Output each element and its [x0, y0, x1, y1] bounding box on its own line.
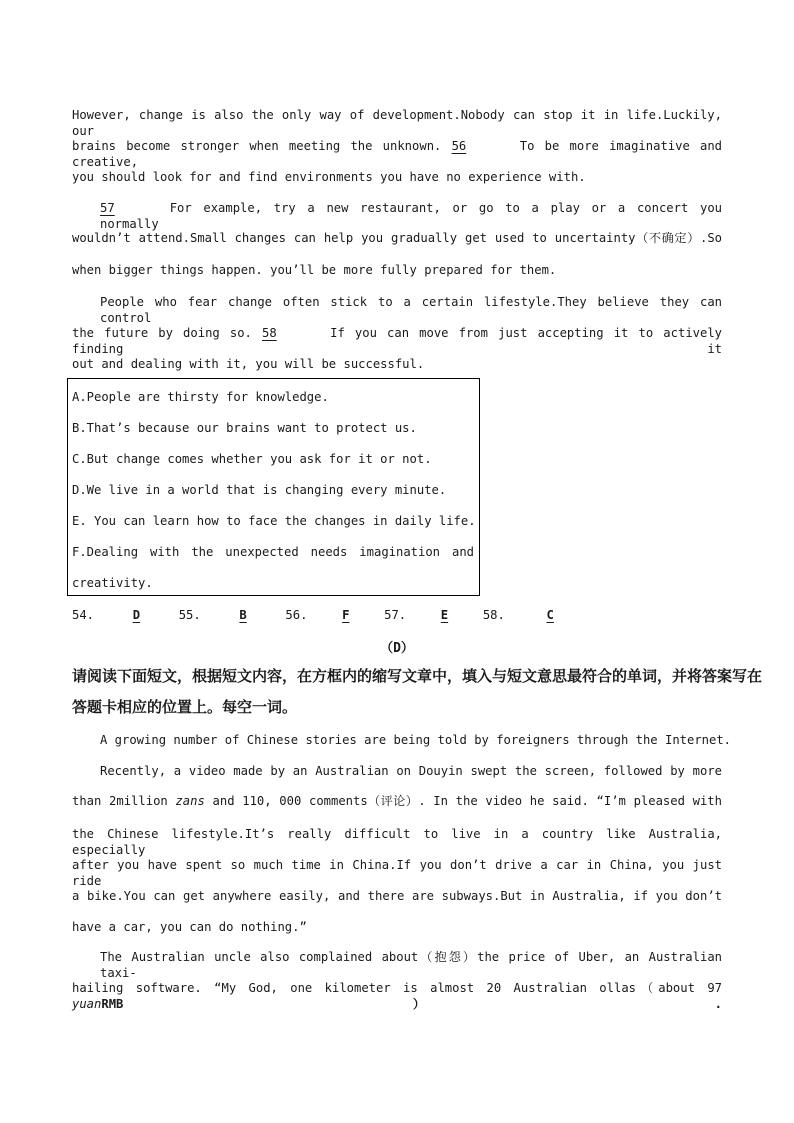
- passage-line: wouldn’t attend.Small changes can help you gradually get used to uncertainty（不确定）.So: [72, 231, 722, 245]
- passage-line: The Australian uncle also complained about（抱怨）the price of Uber, an Australian taxi-: [100, 950, 722, 980]
- question-number: 56.: [285, 608, 308, 622]
- passage-text: the future by doing so.: [72, 326, 252, 340]
- passage-line: have a car, you can do nothing.”: [72, 920, 307, 934]
- passage-text: brains become stronger when meeting the unknown.: [72, 139, 442, 153]
- question-number: 54.: [72, 608, 95, 622]
- italic-word: yuan: [72, 997, 102, 1011]
- passage-text: If you can move from just accepting it to actively finding it: [72, 326, 723, 356]
- option-f-continued: creativity.: [72, 576, 153, 590]
- answer-55: B: [239, 608, 247, 622]
- passage-text: and 110, 000 comments（评论）. In the video he said. “I’m pleased with: [212, 794, 722, 808]
- answer-56: F: [342, 608, 350, 622]
- passage-line: People who fear change often stick to a certain lifestyle.They believe they can control: [100, 295, 722, 325]
- passage-line: when bigger things happen. you’ll be more fully prepared for them.: [72, 263, 557, 277]
- passage-line-with-blank-57: [100, 200, 722, 232]
- option-b: B.That’s because our brains want to protect us.: [72, 421, 417, 435]
- option-f: F.Dealing with the unexpected needs imagination and: [72, 545, 474, 559]
- instruction-line: 请阅读下面短文，根据短文内容，在方框内的缩写文章中，填入与短文意思最符合的单词，并将答案写在: [72, 667, 763, 685]
- question-number: 57.: [384, 608, 407, 622]
- passage-line: [72, 793, 722, 809]
- instruction-line: 答题卡相应的位置上。每空一词。: [72, 698, 298, 716]
- passage-line: [72, 980, 722, 1012]
- options-box: [67, 378, 480, 596]
- question-number: 55.: [178, 608, 201, 622]
- answer-key-row: [72, 607, 588, 623]
- answer-58: C: [546, 608, 554, 622]
- answer-57: E: [440, 608, 449, 622]
- passage-text: To be more imaginative and creative,: [72, 139, 722, 169]
- passage-line: after you have spent so much time in China.If you don’t drive a car in China, you just ride: [72, 858, 722, 888]
- passage-line: However, change is also the only way of development.Nobody can stop it in life.Luckily, our: [72, 108, 722, 138]
- passage-text: than 2million: [72, 794, 168, 808]
- section-label: （D）: [380, 641, 414, 656]
- passage-text: hailing software. “My God, one kilometer is almost 20 Australian ollas（about 97: [72, 981, 722, 995]
- option-a: A.People are thirsty for knowledge.: [72, 390, 329, 404]
- option-e: E. You can learn how to face the changes in daily life.: [72, 514, 476, 528]
- passage-line: you should look for and find environments you have no experience with.: [72, 170, 586, 184]
- passage-line: Recently, a video made by an Australian on Douyin swept the screen, followed by more: [100, 764, 722, 778]
- question-number: 58.: [482, 608, 505, 622]
- answer-blank-58: 58: [262, 326, 277, 340]
- answer-blank-56: 56: [451, 139, 467, 153]
- passage-line-with-blank-58: [72, 325, 722, 357]
- answer-blank-57: 57: [100, 201, 115, 215]
- passage-line: the Chinese lifestyle.It’s really difficult to live in a country like Australia, especially: [72, 827, 722, 857]
- answer-54: D: [132, 608, 141, 622]
- passage-line: A growing number of Chinese stories are being told by foreigners through the Internet.: [100, 733, 732, 747]
- option-d: D.We live in a world that is changing every minute.: [72, 483, 447, 497]
- option-c: C.But change comes whether you ask for it or not.: [72, 452, 432, 466]
- passage-text: For example, try a new restaurant, or go to a play or a concert you normally: [100, 201, 722, 231]
- passage-text: RMB）.: [101, 997, 722, 1011]
- passage-line: out and dealing with it, you will be successful.: [72, 357, 425, 371]
- passage-line-with-blank-56: [72, 138, 722, 170]
- passage-line: a bike.You can get anywhere easily, and there are subways.But in Australia, if you don’t: [72, 889, 722, 903]
- italic-word: zans: [175, 794, 205, 808]
